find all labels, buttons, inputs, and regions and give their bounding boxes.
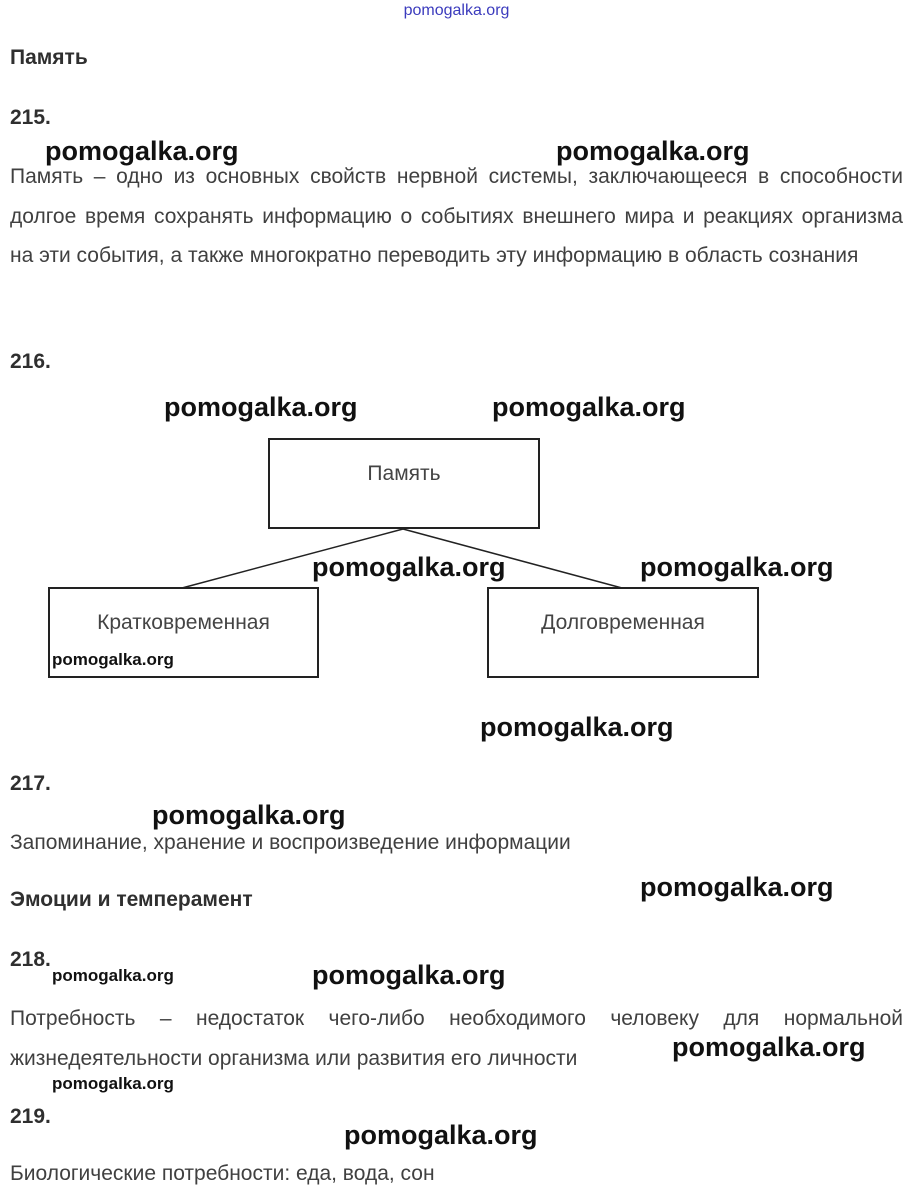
task-answer-219: Биологические потребности: еда, вода, сон xyxy=(10,1162,435,1185)
watermark: pomogalka.org xyxy=(312,960,506,990)
watermark: pomogalka.org xyxy=(152,800,346,830)
task-number-217: 217. xyxy=(10,772,51,795)
task-number-216: 216. xyxy=(10,350,51,373)
watermark: pomogalka.org xyxy=(480,712,674,742)
watermark: pomogalka.org xyxy=(312,552,506,582)
watermark: pomogalka.org xyxy=(672,1032,866,1062)
task-answer-215: Память – одно из основных свойств нервной системы, заключающееся в способности долгое время сохранять информацию о событиях внешнего мира и реакциях организма на эти события, а также многократно переводить эту информацию в область сознания xyxy=(10,165,903,267)
watermark: pomogalka.org xyxy=(344,1120,538,1150)
task-answer-217: Запоминание, хранение и воспроизведение информации xyxy=(10,831,571,854)
diagram-root-label: Память xyxy=(367,462,441,485)
task-number-219: 219. xyxy=(10,1105,51,1128)
watermark: pomogalka.org xyxy=(52,650,174,669)
task-number-215: 215. xyxy=(10,106,51,129)
section-heading-emotions: Эмоции и темперамент xyxy=(10,888,253,911)
watermark: pomogalka.org xyxy=(164,392,358,422)
diagram-root-box xyxy=(268,438,540,529)
watermark: pomogalka.org xyxy=(492,392,686,422)
watermark: pomogalka.org xyxy=(640,552,834,582)
diagram-right-box xyxy=(487,587,759,678)
watermark: pomogalka.org xyxy=(640,872,834,902)
watermark: pomogalka.org xyxy=(45,136,239,166)
diagram-right-label: Долговременная xyxy=(541,611,705,634)
watermark: pomogalka.org xyxy=(52,966,174,985)
watermark: pomogalka.org xyxy=(556,136,750,166)
task-answer-218: Потребность – недостаток чего-либо необходимого человеку для нормальной жизнедеятельности организма или развития его личности xyxy=(10,1007,903,1070)
section-heading-memory: Память xyxy=(10,46,88,69)
task-number-218: 218. xyxy=(10,948,51,971)
watermark: pomogalka.org xyxy=(52,1074,174,1093)
diagram-left-label: Кратковременная xyxy=(97,611,270,634)
top-watermark: pomogalka.org xyxy=(403,2,510,19)
